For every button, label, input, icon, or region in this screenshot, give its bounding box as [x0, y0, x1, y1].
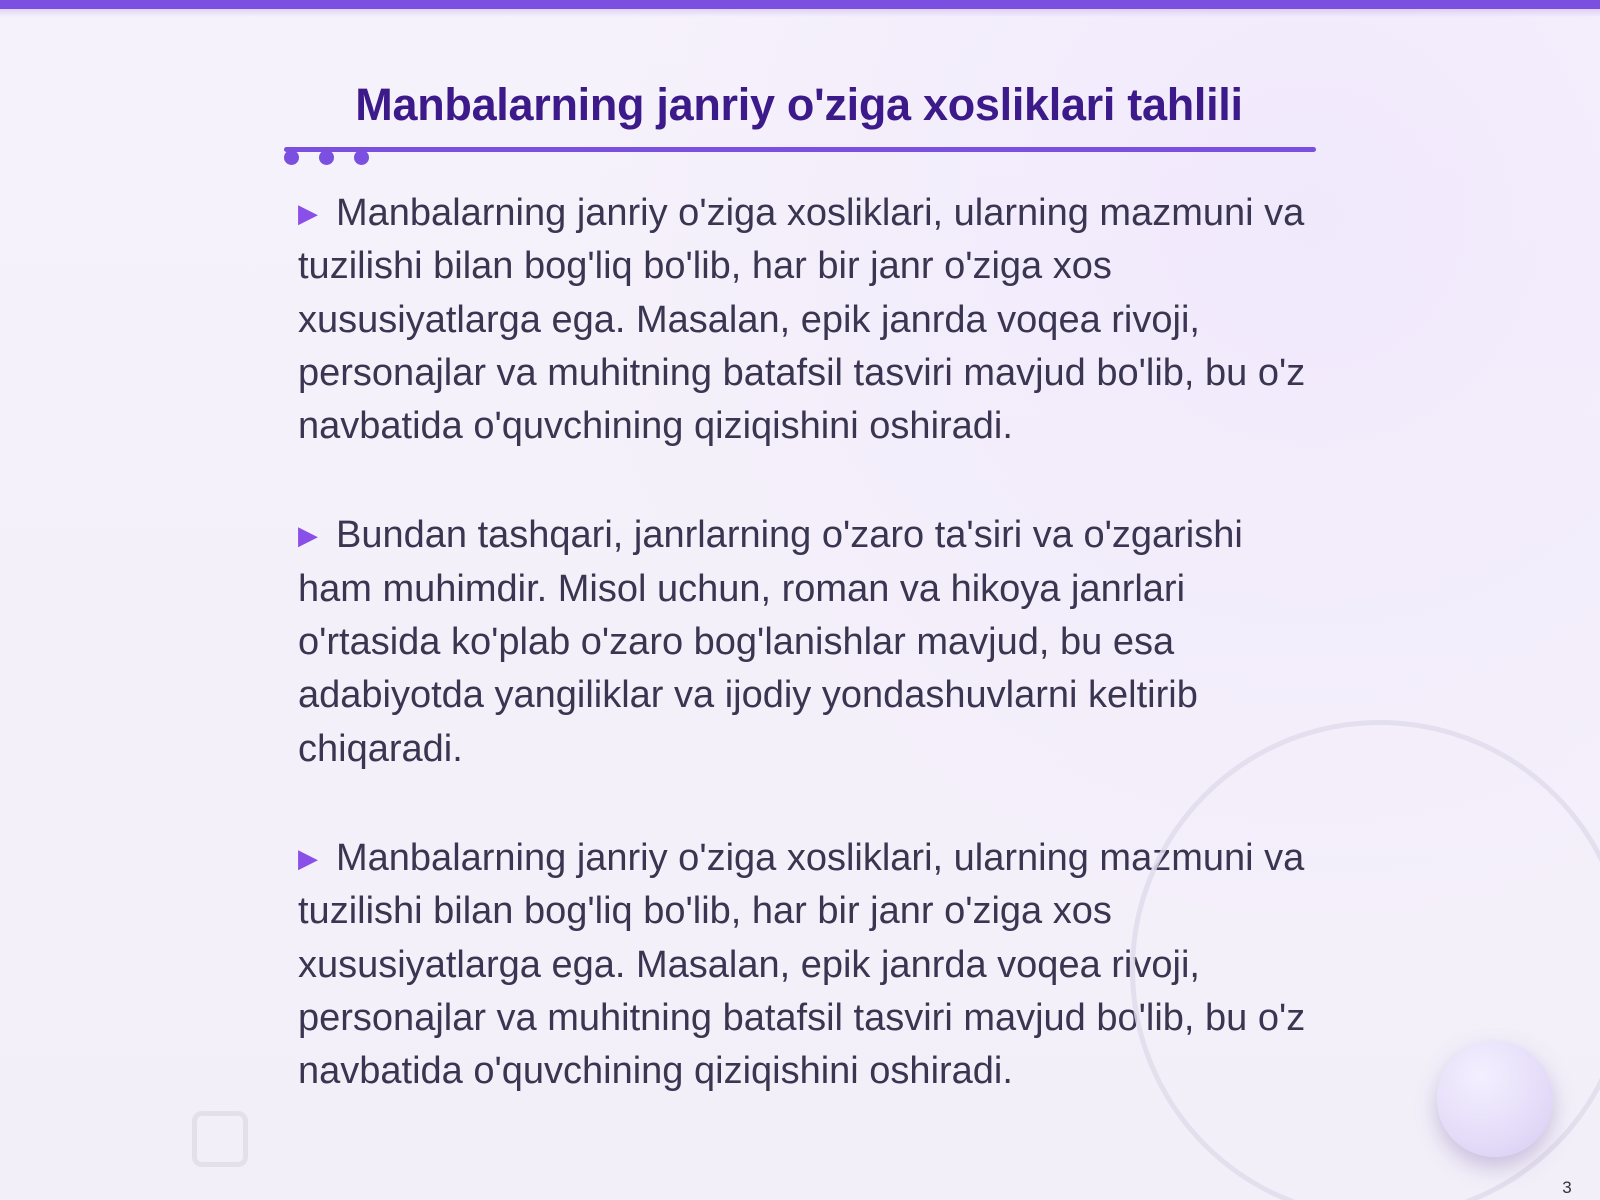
triangle-right-icon: ▶ — [298, 198, 318, 228]
bullet-paragraph — [298, 509, 1308, 775]
dot-icon — [284, 150, 299, 165]
bullet-paragraph — [298, 187, 1308, 453]
bullet-text: Manbalarning janriy o'ziga xosliklari, ularning mazmuni va tuzilishi bilan bog'liq bo'lib, har bir janr o'ziga xos xususiyatlarga ega. Masalan, epik janrda voqea rivoji, personajlar va muhitning batafsil tasviri mavjud bo'lib, bu o'z navbatida o'quvchining qiziqishini oshiradi. — [298, 836, 1306, 1093]
triangle-right-icon: ▶ — [298, 842, 318, 873]
decorative-sphere — [1437, 1041, 1553, 1157]
bullet-text: Bundan tashqari, janrlarning o'zaro ta'siri va o'zgarishi ham muhimdir. Misol uchun, roman va hikoya janrlari o'rtasida ko'plab o'zaro bog'lanishlar mavjud, bu esa adabiyotda yangiliklar va ijodiy yondashuvlarni keltirib chiqaradi. — [298, 514, 1243, 770]
decorative-square — [192, 1111, 248, 1167]
top-accent-bar — [0, 0, 1600, 9]
bullet-text: Manbalarning janriy o'ziga xosliklari, ularning mazmuni va tuzilishi bilan bog'liq bo'lib, har bir janr o'ziga xos xususiyatlarga ega. Masalan, epik janrda voqea rivoji, personajlar va muhitning batafsil tasviri mavjud bo'lib, bu o'z navbatida o'quvchining qiziqishini oshiradi. — [298, 192, 1306, 448]
dot-icon — [354, 150, 369, 165]
slide-title: Manbalarning janriy o'ziga xosliklari tahlili — [355, 79, 1243, 130]
title-dots-decoration — [282, 150, 382, 166]
title-underline — [284, 147, 1316, 152]
triangle-right-icon: ▶ — [298, 520, 318, 551]
dot-icon — [319, 150, 334, 165]
top-accent-shadow — [0, 9, 1600, 17]
page-number: 3 — [1562, 1178, 1572, 1197]
